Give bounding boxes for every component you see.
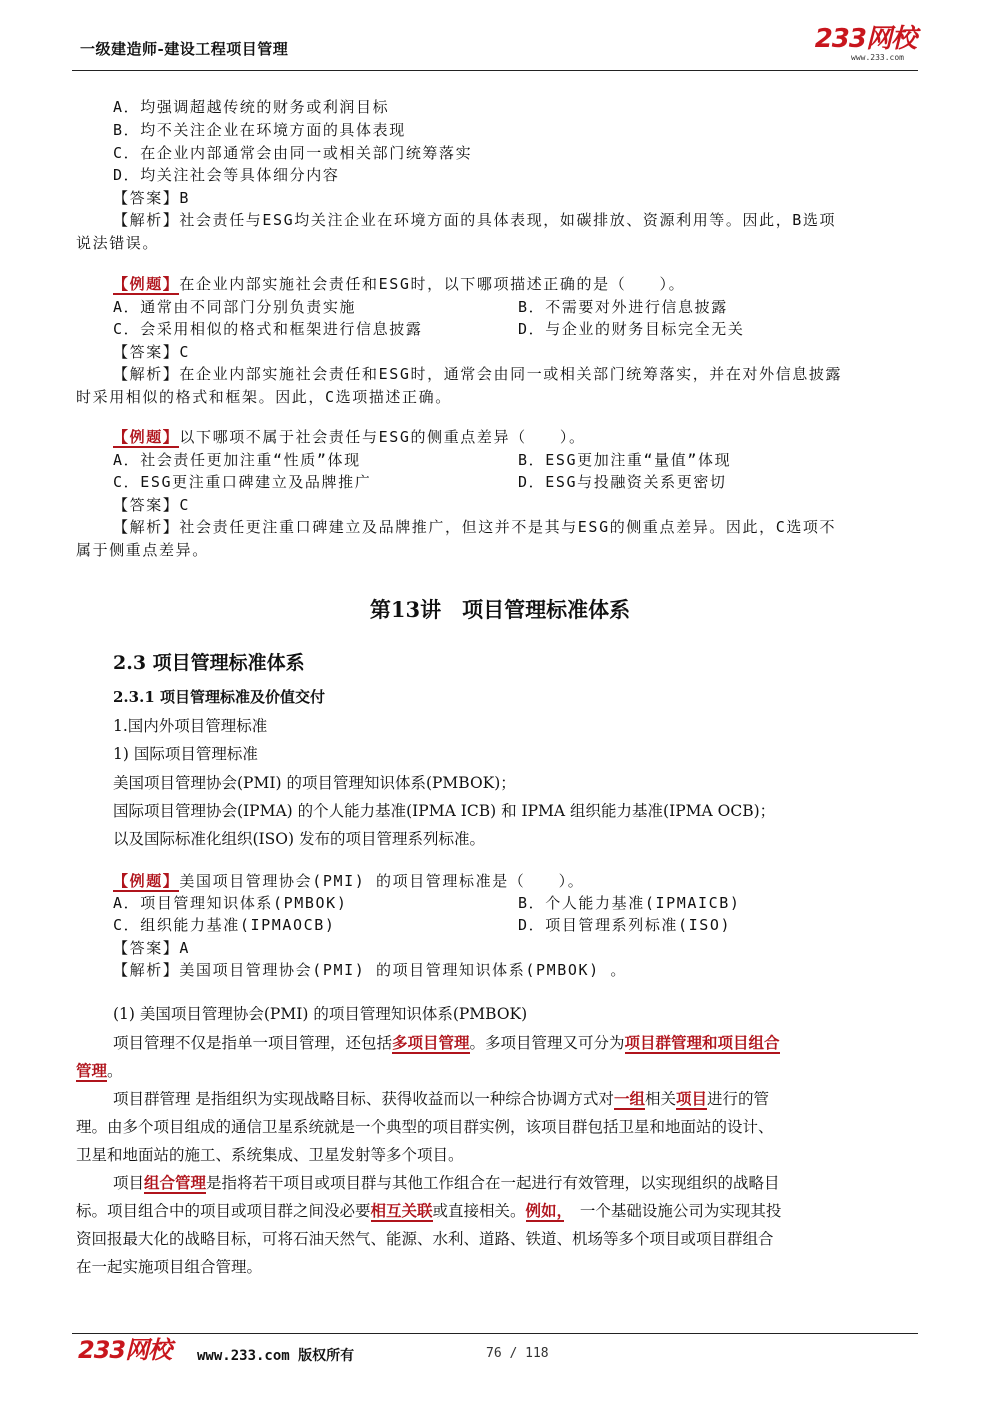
body-line: 美国项目管理协会(PMI) 的项目管理知识体系(PMBOK)； [113, 774, 516, 792]
option-b: B．ESG更加注重“量值”体现 [518, 451, 732, 469]
text-run: 项目管理不仅是指单一项目管理，还包括 [113, 1034, 393, 1052]
example-question [113, 426, 586, 447]
highlight-term: 一组 [613, 1089, 645, 1108]
text-run: 相关 [644, 1090, 676, 1108]
text-run: 项目 [113, 1174, 145, 1192]
example-question [113, 273, 685, 294]
text-run: 或直接相关。 [432, 1202, 526, 1220]
text-run: 项目群管理 是指组织为实现战略目标、获得收益而以一种综合协调方式对 [113, 1090, 614, 1108]
body-line [76, 1059, 123, 1081]
section-title: 2.3 项目管理标准体系 [113, 652, 305, 674]
brand-url: www.233.com [851, 53, 904, 62]
brand-logo: 233网校 [814, 24, 916, 54]
body-line: 1) 国际项目管理标准 [113, 745, 258, 763]
option-b: B．不需要对外进行信息披露 [518, 298, 728, 316]
answer: 【答案】C [113, 343, 191, 361]
footer-copyright: www.233.com 版权所有 [197, 1348, 355, 1364]
body-line [113, 1087, 769, 1109]
text-run: 一个基础设施公司为实现其投 [579, 1202, 782, 1220]
option-a: A．均强调超越传统的财务或利润目标 [113, 98, 390, 116]
lecture-title: 第13讲 项目管理标准体系 [369, 597, 631, 622]
option-c: C．会采用相似的格式和框架进行信息披露 [113, 320, 423, 338]
body-line: 在一起实施项目组合管理。 [76, 1258, 263, 1276]
example-tag: 【例题】 [113, 275, 180, 293]
body-line [113, 1031, 780, 1053]
option-b: B．均不关注企业在环境方面的具体表现 [113, 121, 406, 139]
example-question [113, 870, 584, 891]
analysis: 【解析】社会责任更注重口碑建立及品牌推广，但这并不是其与ESG的侧重点差异。因此，C选项不 [113, 518, 837, 536]
question-stem: 以下哪项不属于社会责任与ESG的侧重点差异（ ）。 [179, 428, 586, 446]
example-tag: 【例题】 [113, 428, 180, 446]
body-line: 以及国际标准化组织(ISO) 发布的项目管理系列标准。 [113, 830, 485, 848]
analysis-cont: 时采用相似的格式和框架。因此，C选项描述正确。 [76, 388, 452, 406]
highlight-term: 相互关联 [370, 1201, 433, 1220]
answer: 【答案】C [113, 496, 191, 514]
option-d: D．均关注社会等具体细分内容 [113, 166, 340, 184]
body-line: 1.国内外项目管理标准 [113, 717, 268, 735]
analysis-cont: 属于侧重点差异。 [76, 541, 209, 559]
highlight-term: 例如， [525, 1201, 565, 1220]
highlight-term: 项目 [675, 1089, 707, 1108]
question-stem: 在企业内部实施社会责任和ESG时，以下哪项描述正确的是（ ）。 [179, 275, 686, 293]
text-run: 。 [107, 1062, 123, 1080]
highlight-term: 项目群管理和项目组合 [624, 1033, 780, 1052]
option-a: A．项目管理知识体系(PMBOK) [113, 894, 348, 912]
footer-logo: 233网校 [78, 1336, 172, 1364]
option-c: C．组织能力基准(IPMAOCB) [113, 916, 336, 934]
option-d: D．项目管理系列标准(ISO) [518, 916, 732, 934]
text-run: 是指将若干项目或项目群与其他工作组合在一起进行有效管理，以实现组织的战略目 [206, 1174, 780, 1192]
text-run: 标。项目组合中的项目或项目群之间没必要 [76, 1202, 371, 1220]
page-number: 76 / 118 [486, 1346, 549, 1361]
example-tag: 【例题】 [113, 872, 180, 890]
question-stem: 美国项目管理协会(PMI) 的项目管理标准是（ ）。 [179, 872, 585, 890]
highlight-term: 管理 [76, 1061, 108, 1080]
analysis: 【解析】美国项目管理协会(PMI) 的项目管理知识体系(PMBOK) 。 [113, 961, 628, 979]
header-rule [72, 70, 918, 71]
footer-rule [72, 1333, 918, 1334]
answer: 【答案】B [113, 189, 191, 207]
highlight-term: 组合管理 [144, 1173, 207, 1192]
analysis-cont: 说法错误。 [76, 234, 160, 252]
analysis: 【解析】社会责任与ESG均关注企业在环境方面的具体表现，如碳排放、资源利用等。因此，B选项 [113, 211, 837, 229]
highlight-term: 多项目管理 [392, 1033, 470, 1052]
option-a: A．通常由不同部门分别负责实施 [113, 298, 357, 316]
body-line: 国际项目管理协会(IPMA) 的个人能力基准(IPMA ICB) 和 IPMA 组织能力基准(IPMA OCB)； [113, 802, 776, 820]
body-line: 卫星和地面站的施工、系统集成、卫星发射等多个项目。 [76, 1146, 464, 1164]
option-c: C．在企业内部通常会由同一或相关部门统筹落实 [113, 144, 473, 162]
text-run: 。多项目管理又可分为 [469, 1034, 625, 1052]
pmbok-heading: (1) 美国项目管理协会(PMI) 的项目管理知识体系(PMBOK) [113, 1005, 528, 1023]
body-line: 理。由多个项目组成的通信卫星系统就是一个典型的项目群实例，该项目群包括卫星和地面站的设计、 [76, 1118, 774, 1136]
body-line: 资回报最大化的战略目标，可将石油天然气、能源、水利、道路、铁道、机场等多个项目或项目群组合 [76, 1230, 774, 1248]
option-d: D．与企业的财务目标完全无关 [518, 320, 745, 338]
option-b: B．个人能力基准(IPMAICB) [518, 894, 741, 912]
option-c: C．ESG更注重口碑建立及品牌推广 [113, 473, 372, 491]
body-line [76, 1199, 781, 1221]
body-line [113, 1171, 780, 1193]
option-a: A．社会责任更加注重“性质”体现 [113, 451, 361, 469]
header-title: 一级建造师-建设工程项目管理 [80, 40, 289, 58]
text-run: 进行的管 [706, 1090, 769, 1108]
option-d: D．ESG与投融资关系更密切 [518, 473, 727, 491]
analysis: 【解析】在企业内部实施社会责任和ESG时，通常会由同一或相关部门统筹落实，并在对外信息披露 [113, 365, 843, 383]
subsection-title: 2.3.1 项目管理标准及价值交付 [113, 688, 325, 706]
answer: 【答案】A [113, 939, 191, 957]
